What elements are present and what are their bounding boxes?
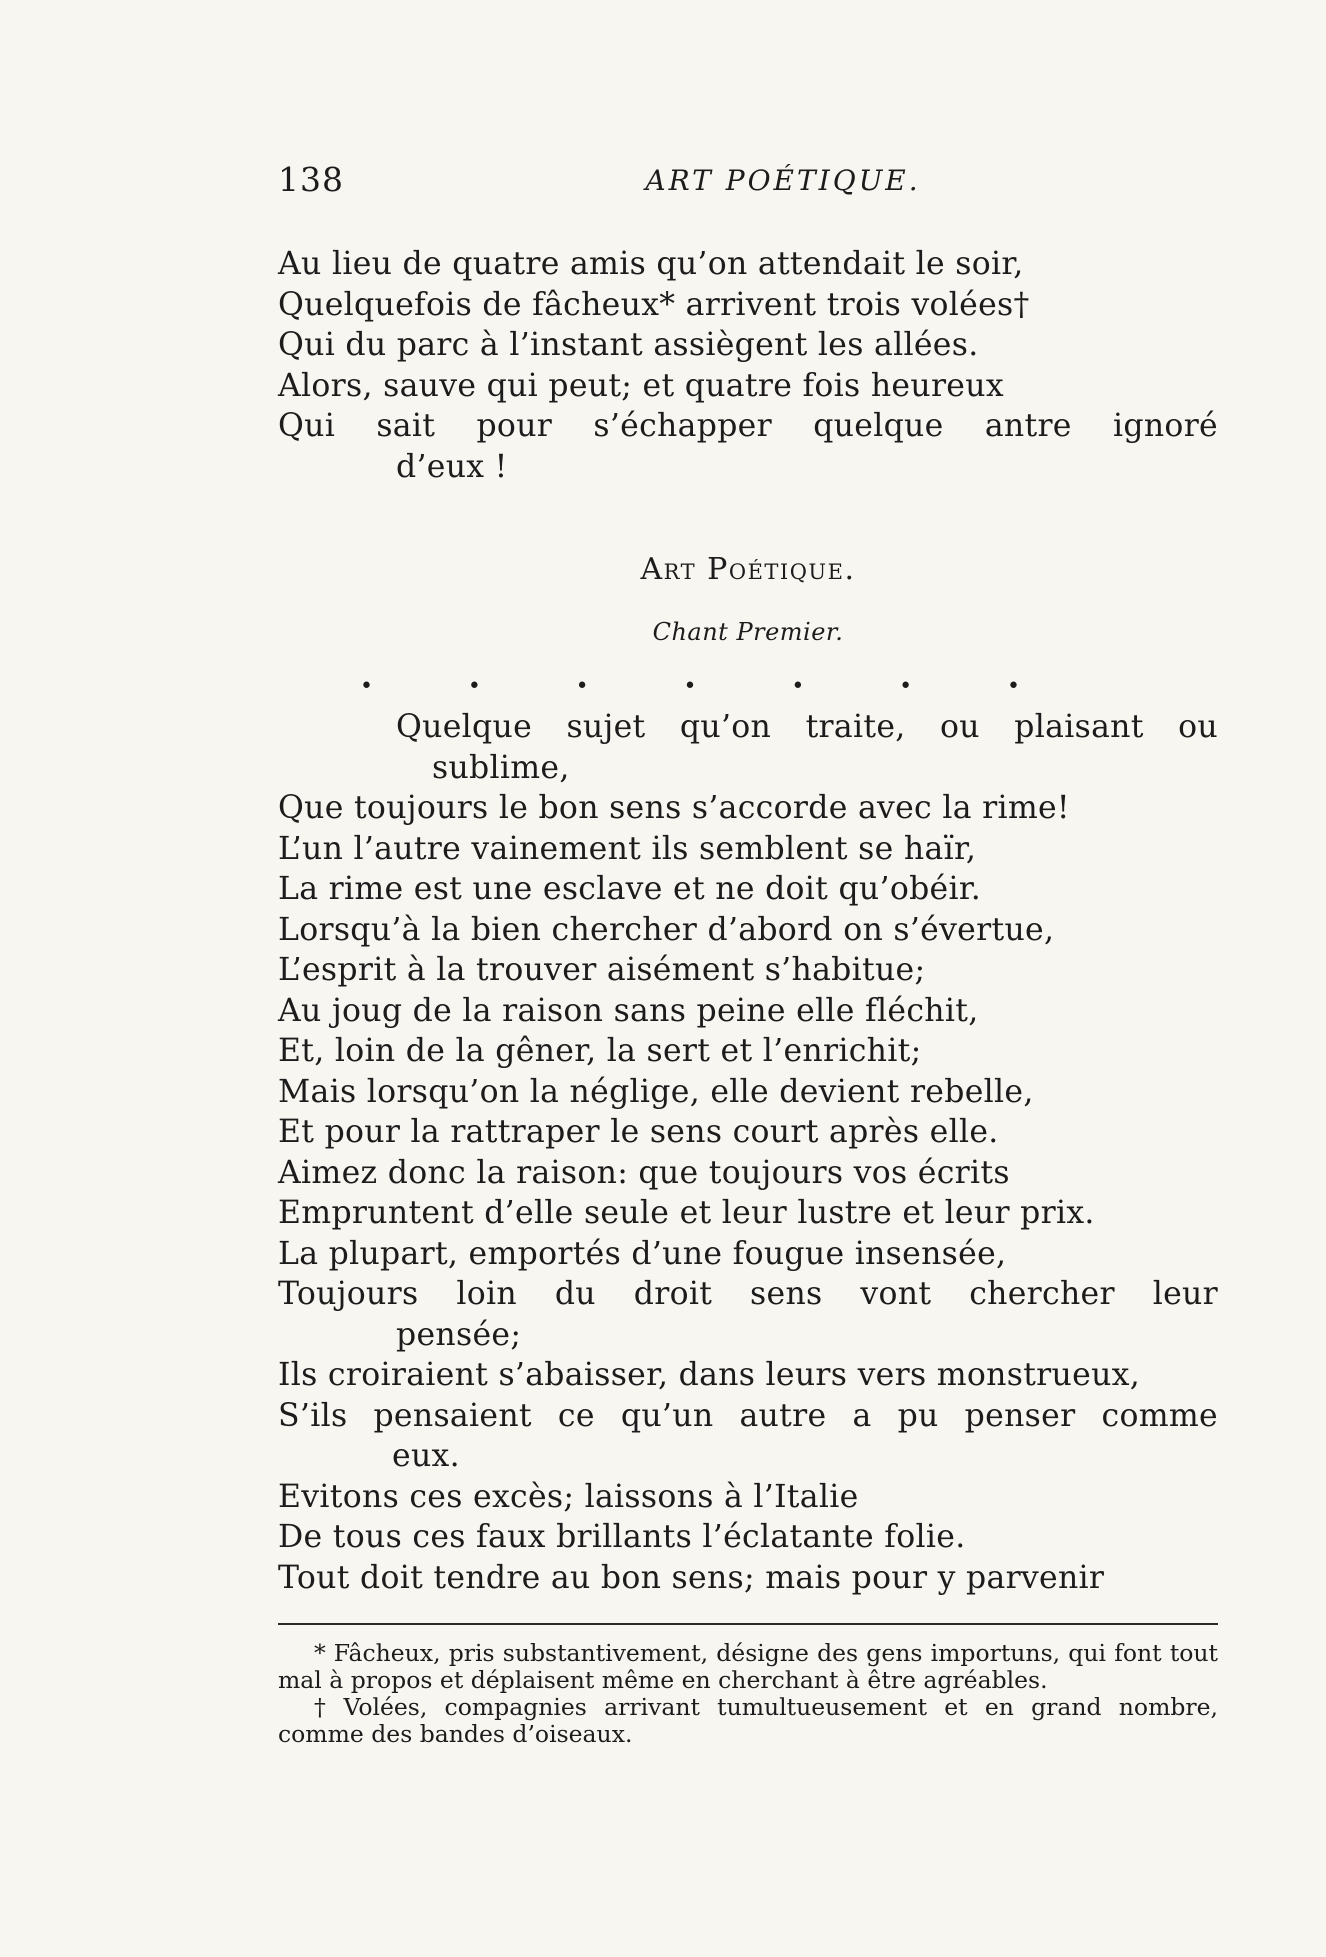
footnote-marker: * (314, 1639, 326, 1667)
verse-line-continuation: sublime, (432, 749, 570, 786)
footnote (278, 1640, 1218, 1694)
ellipsis-dot: • (360, 674, 373, 699)
verse-line: Qui sait pour s’échapper quelque antre ignoré (278, 408, 1218, 444)
footnotes (278, 1640, 1218, 1748)
ellipsis-dot: • (899, 674, 913, 699)
verse-line-continuation: pensée; (396, 1316, 522, 1353)
verse-line: Tout doit tendre au bon sens; mais pour y parvenir (278, 1559, 1105, 1596)
running-head (278, 160, 1218, 204)
verse-line: La rime est une esclave et ne doit qu’obéir. (278, 871, 982, 907)
ellipsis-dot: • (683, 674, 697, 699)
footnote-text: Volées, compagnies arrivant tumultueusement et en grand nombre, comme des bandes d’oiseaux. (278, 1693, 1219, 1748)
verse-line: Alors, sauve qui peut; et quatre fois heureux (278, 367, 1004, 404)
verse-top (278, 244, 1218, 487)
verse-line: Toujours loin du droit sens vont chercher leur (278, 1276, 1218, 1312)
ellipsis-dot: • (791, 674, 805, 699)
verse-line: Lorsqu’à la bien chercher d’abord on s’évertue, (278, 911, 1055, 948)
verse-line: Ils croiraient s’abaisser, dans leurs vers monstrueux, (278, 1357, 1141, 1393)
verse-line: L’esprit à la trouver aisément s’habitue; (278, 952, 926, 988)
footnote-text: Fâcheux, pris substantivement, désigne des gens importuns, qui font tout mal à propos et déplaisent même en cherchant à être agréables. (278, 1639, 1218, 1694)
verse-line: Et pour la rattraper le sens court après elle. (278, 1114, 999, 1150)
verse-line: Mais lorsqu’on la néglige, elle devient rebelle, (278, 1073, 1034, 1110)
ellipsis-dot: • (1006, 674, 1020, 699)
verse-line: De tous ces faux brillants l’éclatante folie. (278, 1519, 966, 1555)
verse-line: Aimez donc la raison: que toujours vos écrits (278, 1154, 1010, 1191)
footnote-rule (278, 1623, 1218, 1625)
verse-line: Qui du parc à l’instant assiègent les allées. (278, 327, 979, 363)
verse-line: S’ils pensaient ce qu’un autre a pu penser comme (278, 1397, 1218, 1434)
page-number: 138 (278, 160, 344, 199)
verse-line: L’un l’autre vainement ils semblent se haïr, (278, 830, 977, 867)
verse-line: Au joug de la raison sans peine elle fléchit, (278, 992, 979, 1029)
section-title: Art Poétique. (640, 552, 856, 587)
footnote (278, 1694, 1218, 1748)
verse-line: Empruntent d’elle seule et leur lustre et leur prix. (278, 1195, 1095, 1231)
verse-line: Et, loin de la gêner, la sert et l’enrichit; (278, 1033, 922, 1069)
ellipsis-dot: • (467, 674, 481, 699)
verse-line: La plupart, emportés d’une fougue insensée, (278, 1235, 1007, 1272)
running-title: ART POÉTIQUE. (645, 164, 921, 197)
verse-line-continuation: eux. (392, 1438, 460, 1474)
verse-line-continuation: d’eux ! (396, 448, 508, 485)
verse-line: Quelque sujet qu’on traite, ou plaisant ou (396, 709, 1218, 745)
ellipsis-dots (360, 676, 1020, 698)
verse-line: Evitons ces excès; laissons à l’Italie (278, 1478, 859, 1515)
verse-line: Quelquefois de fâcheux* arrivent trois volées† (278, 286, 1030, 323)
verse-line: Que toujours le bon sens s’accorde avec la rime! (278, 790, 1070, 826)
verse-main (278, 707, 1218, 1598)
verse-line: Au lieu de quatre amis qu’on attendait le soir, (278, 246, 1024, 282)
ellipsis-dot: • (575, 674, 589, 699)
footnote-marker: † (314, 1693, 336, 1721)
section-subtitle: Chant Premier. (652, 618, 844, 646)
